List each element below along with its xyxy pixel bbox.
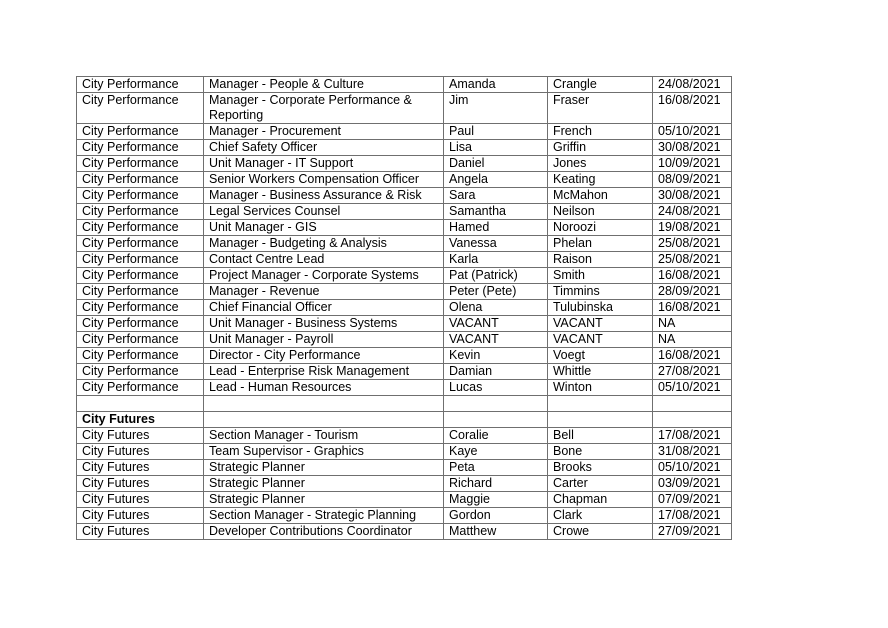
directorate-cell: City Performance [77,93,204,124]
surname-cell: Carter [548,476,653,492]
position-cell [204,412,444,428]
directorate-cell: City Performance [77,348,204,364]
first-name-cell: Lucas [444,380,548,396]
surname-cell [548,412,653,428]
table-row [77,476,732,492]
first-name-cell: Sara [444,188,548,204]
directorate-cell: City Performance [77,364,204,380]
first-name-cell: Lisa [444,140,548,156]
directorate-cell: City Futures [77,460,204,476]
table-row [77,77,732,93]
first-name-cell: Karla [444,252,548,268]
first-name-cell: Samantha [444,204,548,220]
table-row [77,284,732,300]
directorate-cell: City Performance [77,188,204,204]
first-name-cell: Paul [444,124,548,140]
date-cell: 28/09/2021 [653,284,732,300]
first-name-cell: Maggie [444,492,548,508]
table-row [77,364,732,380]
position-cell: Lead - Human Resources [204,380,444,396]
date-cell: NA [653,316,732,332]
date-cell: 24/08/2021 [653,77,732,93]
surname-cell: Fraser [548,93,653,124]
position-cell: Manager - Procurement [204,124,444,140]
first-name-cell: Damian [444,364,548,380]
position-cell: Strategic Planner [204,460,444,476]
date-cell: 05/10/2021 [653,380,732,396]
surname-cell: Crangle [548,77,653,93]
position-cell: Manager - Budgeting & Analysis [204,236,444,252]
surname-cell: Brooks [548,460,653,476]
first-name-cell: Vanessa [444,236,548,252]
table-row [77,156,732,172]
directorate-cell: City Performance [77,268,204,284]
first-name-cell: Hamed [444,220,548,236]
directorate-cell: City Futures [77,476,204,492]
first-name-cell: Peter (Pete) [444,284,548,300]
date-cell: 25/08/2021 [653,236,732,252]
date-cell: 30/08/2021 [653,140,732,156]
first-name-cell [444,396,548,412]
staff-table [76,76,732,540]
table-row [77,188,732,204]
directorate-cell: City Performance [77,77,204,93]
first-name-cell: Olena [444,300,548,316]
table-row [77,172,732,188]
position-cell: Developer Contributions Coordinator [204,524,444,540]
position-cell: Lead - Enterprise Risk Management [204,364,444,380]
date-cell: 25/08/2021 [653,252,732,268]
directorate-cell: City Futures [77,428,204,444]
directorate-cell: City Futures [77,524,204,540]
directorate-cell [77,396,204,412]
position-cell: Director - City Performance [204,348,444,364]
position-cell: Project Manager - Corporate Systems [204,268,444,284]
first-name-cell [444,412,548,428]
position-cell [204,396,444,412]
section-heading-row [77,412,732,428]
first-name-cell: Gordon [444,508,548,524]
directorate-cell: City Performance [77,300,204,316]
surname-cell: Keating [548,172,653,188]
date-cell: 08/09/2021 [653,172,732,188]
position-cell: Contact Centre Lead [204,252,444,268]
date-cell: 27/08/2021 [653,364,732,380]
first-name-cell: Matthew [444,524,548,540]
position-cell: Manager - Corporate Performance & Reporting [204,93,444,124]
table-row [77,220,732,236]
table-row [77,316,732,332]
date-cell: 27/09/2021 [653,524,732,540]
date-cell: 05/10/2021 [653,460,732,476]
position-cell: Strategic Planner [204,492,444,508]
table-row [77,252,732,268]
date-cell: 16/08/2021 [653,93,732,124]
first-name-cell: Peta [444,460,548,476]
date-cell: 16/08/2021 [653,348,732,364]
position-cell: Strategic Planner [204,476,444,492]
surname-cell: Chapman [548,492,653,508]
position-cell: Unit Manager - GIS [204,220,444,236]
position-cell: Senior Workers Compensation Officer [204,172,444,188]
position-cell: Chief Safety Officer [204,140,444,156]
date-cell: 17/08/2021 [653,428,732,444]
table-row [77,332,732,348]
position-cell: Manager - Revenue [204,284,444,300]
position-cell: Unit Manager - Business Systems [204,316,444,332]
table-row [77,444,732,460]
date-cell: 31/08/2021 [653,444,732,460]
surname-cell: Jones [548,156,653,172]
surname-cell: Noroozi [548,220,653,236]
directorate-cell: City Futures [77,444,204,460]
date-cell: 05/10/2021 [653,124,732,140]
surname-cell: Griffin [548,140,653,156]
table-row [77,380,732,396]
table-row [77,93,732,124]
surname-cell: VACANT [548,332,653,348]
table-row [77,508,732,524]
date-cell: 17/08/2021 [653,508,732,524]
first-name-cell: Coralie [444,428,548,444]
surname-cell: Whittle [548,364,653,380]
directorate-cell: City Performance [77,380,204,396]
surname-cell: Crowe [548,524,653,540]
surname-cell: Raison [548,252,653,268]
directorate-cell: City Futures [77,508,204,524]
directorate-cell: City Performance [77,172,204,188]
directorate-cell: City Performance [77,220,204,236]
date-cell: NA [653,332,732,348]
date-cell [653,396,732,412]
date-cell [653,412,732,428]
first-name-cell: Jim [444,93,548,124]
surname-cell: Timmins [548,284,653,300]
directorate-cell: City Performance [77,316,204,332]
directorate-cell: City Performance [77,140,204,156]
first-name-cell: VACANT [444,332,548,348]
date-cell: 30/08/2021 [653,188,732,204]
staff-table-body [77,77,732,540]
directorate-cell: City Performance [77,252,204,268]
position-cell: Unit Manager - IT Support [204,156,444,172]
position-cell: Manager - Business Assurance & Risk [204,188,444,204]
table-row [77,236,732,252]
table-row [77,492,732,508]
surname-cell: Voegt [548,348,653,364]
table-row [77,300,732,316]
date-cell: 24/08/2021 [653,204,732,220]
table-row [77,140,732,156]
date-cell: 03/09/2021 [653,476,732,492]
directorate-cell: City Performance [77,332,204,348]
directorate-cell: City Futures [77,492,204,508]
directorate-cell: City Performance [77,284,204,300]
surname-cell: Smith [548,268,653,284]
blank-row [77,396,732,412]
first-name-cell: Pat (Patrick) [444,268,548,284]
directorate-cell: City Performance [77,124,204,140]
date-cell: 10/09/2021 [653,156,732,172]
table-row [77,268,732,284]
date-cell: 07/09/2021 [653,492,732,508]
surname-cell: French [548,124,653,140]
first-name-cell: Kevin [444,348,548,364]
position-cell: Section Manager - Strategic Planning [204,508,444,524]
table-row [77,460,732,476]
table-row [77,124,732,140]
surname-cell: Clark [548,508,653,524]
first-name-cell: Amanda [444,77,548,93]
table-row [77,524,732,540]
surname-cell: VACANT [548,316,653,332]
surname-cell: Neilson [548,204,653,220]
table-row [77,204,732,220]
position-cell: Team Supervisor - Graphics [204,444,444,460]
position-cell: Unit Manager - Payroll [204,332,444,348]
first-name-cell: Daniel [444,156,548,172]
surname-cell [548,396,653,412]
position-cell: Chief Financial Officer [204,300,444,316]
directorate-cell: City Futures [77,412,204,428]
surname-cell: Bell [548,428,653,444]
directorate-cell: City Performance [77,156,204,172]
position-cell: Section Manager - Tourism [204,428,444,444]
first-name-cell: Angela [444,172,548,188]
first-name-cell: Richard [444,476,548,492]
directorate-cell: City Performance [77,236,204,252]
first-name-cell: Kaye [444,444,548,460]
date-cell: 19/08/2021 [653,220,732,236]
position-cell: Manager - People & Culture [204,77,444,93]
surname-cell: Bone [548,444,653,460]
table-row [77,348,732,364]
surname-cell: Phelan [548,236,653,252]
date-cell: 16/08/2021 [653,300,732,316]
position-cell: Legal Services Counsel [204,204,444,220]
date-cell: 16/08/2021 [653,268,732,284]
surname-cell: Tulubinska [548,300,653,316]
first-name-cell: VACANT [444,316,548,332]
directorate-cell: City Performance [77,204,204,220]
surname-cell: Winton [548,380,653,396]
surname-cell: McMahon [548,188,653,204]
table-row [77,428,732,444]
